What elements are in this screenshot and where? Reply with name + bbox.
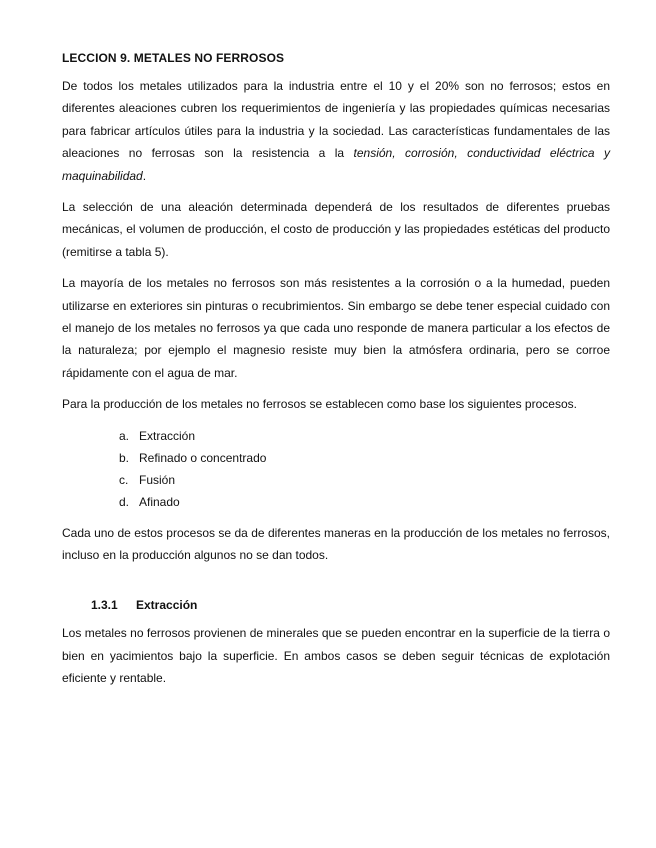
list-marker: c. xyxy=(119,473,129,488)
paragraph-intro-text: De todos los metales utilizados para la industria entre el 10 y el 20% son no ferrosos; estos en diferentes aleaciones cubren los requerimientos de ingeniería y las propiedades químicas necesarias para fabricar artículos útiles para la industria y la sociedad. Las características fundamentales de las aleaciones no ferrosas son la resistencia a la xyxy=(62,79,610,161)
paragraph-procesos-intro: Para la producción de los metales no ferrosos se establecen como base los siguientes procesos. xyxy=(62,397,577,412)
paragraph-intro-end: . xyxy=(142,168,147,183)
list-item-label: Afinado xyxy=(139,495,180,510)
list-item-label: Extracción xyxy=(139,428,196,443)
section-heading xyxy=(62,597,610,613)
list-item xyxy=(62,469,610,491)
list-item xyxy=(62,425,610,447)
list-item-label: Refinado o concentrado xyxy=(139,450,267,465)
paragraph-seleccion: La selección de una aleación determinada dependerá de los resultados de diferentes pruebas mecánicas, el volumen de producción, el costo de producción y las propiedades estéticas del producto (remitirse a tabla 5). xyxy=(62,200,610,259)
paragraph-intro xyxy=(62,75,610,187)
paragraph-corrosion: La mayoría de los metales no ferrosos son más resistentes a la corrosión o a la humedad, pueden utilizarse en exteriores sin pinturas o recubrimientos. Sin embargo se debe tener especial cuidado con el manejo de los metales no ferrosos ya que cada uno responde de manera particular a los efectos de la naturaleza; por ejemplo el magnesio resiste muy bien la atmósfera ordinaria, pero se corroe rápidamente con el agua de mar. xyxy=(62,276,610,380)
list-marker: a. xyxy=(119,428,130,443)
list-marker: d. xyxy=(119,495,130,510)
paragraph-procesos-nota: Cada uno de estos procesos se da de diferentes maneras en la producción de los metales no ferrosos, incluso en la producción algunos no se dan todos. xyxy=(62,525,610,562)
lesson-title: LECCION 9. METALES NO FERROSOS xyxy=(62,51,285,65)
paragraph-intro-italic: tensión, corrosión, conductividad eléctrica y maquinabilidad xyxy=(62,146,610,183)
paragraph-extraccion: Los metales no ferrosos provienen de minerales que se pueden encontrar en la superficie de la tierra o bien en yacimientos bajo la superficie. En ambos casos se deben seguir técnicas de explotación eficiente y rentable. xyxy=(62,626,610,686)
section-title: Extracción xyxy=(136,598,198,613)
list-item xyxy=(62,491,610,513)
list-item-label: Fusión xyxy=(139,473,176,488)
list-marker: b. xyxy=(119,450,130,465)
list-item xyxy=(62,447,610,469)
procesos-list xyxy=(62,425,610,514)
document-page xyxy=(62,50,610,699)
section-number: 1.3.1 xyxy=(91,598,118,613)
